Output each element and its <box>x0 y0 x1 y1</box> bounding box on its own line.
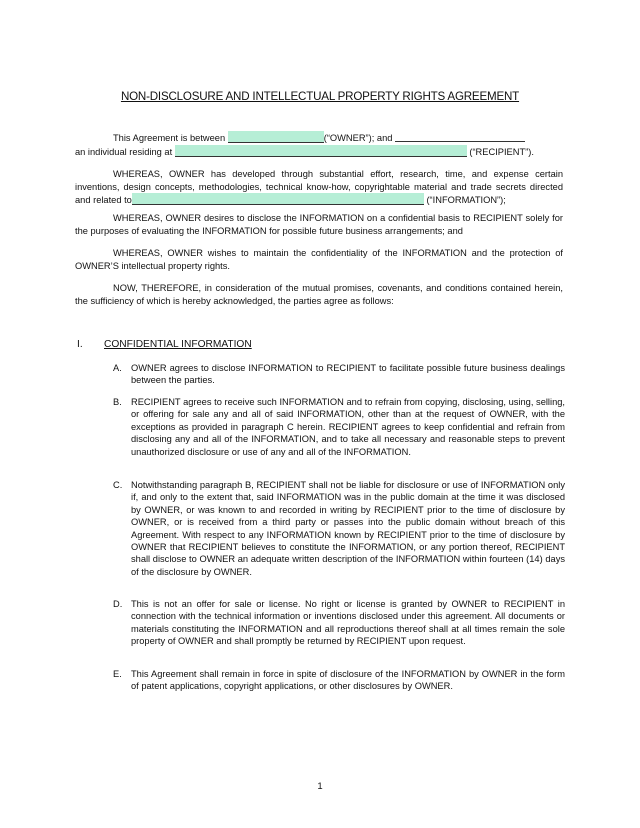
whereas1-text: WHEREAS, OWNER has developed through substantial effort, research, time, and expense certain inventions, design concepts, methodologies, technical know-how, copyrightable material and trade secrets directed and related to <box>75 169 563 206</box>
list-item-b <box>113 396 565 458</box>
recipient-label: (“RECIPIENT”). <box>469 146 534 157</box>
item-letter: A. <box>113 363 122 373</box>
list-item-e <box>113 668 565 693</box>
therefore-text: NOW, THEREFORE, in consideration of the mutual promises, covenants, and conditions contained herein, the sufficiency of which is hereby acknowledged, the parties agree as follows: <box>75 283 563 306</box>
intro-paragraph <box>75 131 563 158</box>
item-text: This Agreement shall remain in force in spite of disclosure of the INFORMATION by OWNER in the form of patent applications, copyright applications, or other disclosures by OWNER. <box>131 669 565 692</box>
item-text: OWNER agrees to disclose INFORMATION to RECIPIENT to facilitate possible future business dealings between the parties. <box>131 363 565 386</box>
section-heading <box>77 339 252 350</box>
item-letter: C. <box>113 480 123 490</box>
item-text: RECIPIENT agrees to receive such INFORMATION and to refrain from copying, disclosing, using, selling, or offering for sale any and all of said INFORMATION, other than at the request of OWNER, with the exceptions as provided in paragraph C herein. RECIPIENT agrees to keep confidential and refrain from disclosing any and all of the INFORMATION, and to take all necessary and reasonable steps to prevent unauthorized disclosure or use of any and all of the INFORMATION. <box>131 397 565 457</box>
whereas-paragraph-1 <box>75 168 563 207</box>
owner-label: (“OWNER”); and <box>323 133 393 143</box>
list-item-d <box>113 598 565 648</box>
document-title: NON-DISCLOSURE AND INTELLECTUAL PROPERTY RIGHTS AGREEMENT <box>120 90 520 103</box>
intro-part2: an individual residing at <box>75 146 173 157</box>
list-item-c <box>113 479 565 578</box>
list-item-a <box>113 362 565 387</box>
page-number: 1 <box>317 781 323 792</box>
whereas-paragraph-3 <box>75 247 563 272</box>
section-number: I. <box>77 339 83 350</box>
whereas3-text: WHEREAS, OWNER wishes to maintain the confidentiality of the INFORMATION and the protection of OWNER’S intellectual property rights. <box>75 248 563 271</box>
owner-name-field[interactable] <box>228 131 324 143</box>
recipient-address-field[interactable] <box>175 145 467 157</box>
information-subject-field[interactable] <box>132 193 424 205</box>
item-letter: B. <box>113 397 122 407</box>
recipient-name-blank[interactable] <box>395 132 525 142</box>
item-text: Notwithstanding paragraph B, RECIPIENT shall not be liable for disclosure or use of INFORMATION only if, and only to the extent that, said INFORMATION was in the public domain at the time it was disclosed by OWNER, or was known to and recorded in writing by RECIPIENT prior to the time of disclosure by OWNER, or is received from a third party or passes into the public domain without breach of this Agreement. With respect to any INFORMATION known by RECIPIENT prior to the time of disclosure by OWNER that RECIPIENT believes to constitute the INFORMATION, or any portion thereof, RECIPIENT shall disclose to OWNER an adequate written description of the INFORMATION within fourteen (14) days of the disclosure by OWNER. <box>131 480 565 577</box>
whereas2-text: WHEREAS, OWNER desires to disclose the INFORMATION on a confidential basis to RECIPIENT solely for the purposes of evaluating the INFORMATION for possible future business arrangements; and <box>75 213 563 236</box>
section-title: CONFIDENTIAL INFORMATION <box>104 339 252 350</box>
whereas-paragraph-2 <box>75 212 563 237</box>
intro-part1: This Agreement is between <box>113 133 226 143</box>
therefore-paragraph <box>75 282 563 307</box>
information-label: (“INFORMATION”); <box>426 195 506 206</box>
item-letter: E. <box>113 669 122 679</box>
item-text: This is not an offer for sale or license. No right or license is granted by OWNER to RECIPIENT in connection with the technical information or inventions disclosed under this agreement. All documents or materials constituting the INFORMATION and all reproductions thereof shall at all times remain the sole property of OWNER and shall promptly be returned by RECIPIENT upon request. <box>131 599 565 647</box>
item-letter: D. <box>113 599 123 609</box>
